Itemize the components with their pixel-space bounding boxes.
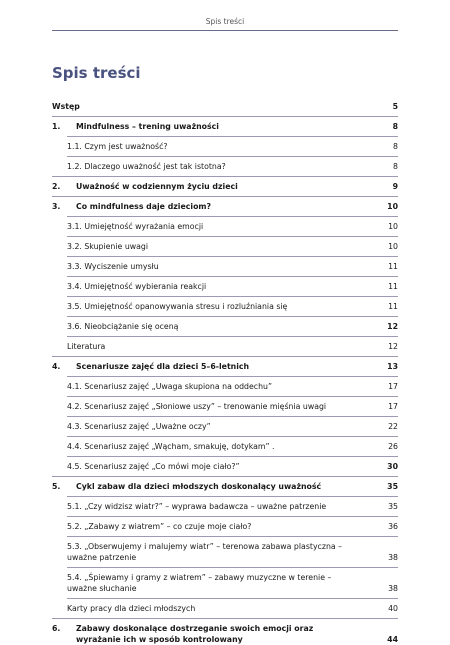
toc-item[interactable] — [52, 161, 398, 172]
toc-item[interactable] — [52, 321, 398, 332]
toc-item[interactable] — [52, 461, 398, 472]
toc-item[interactable] — [52, 301, 398, 312]
toc-item-page: 11 — [388, 262, 398, 271]
toc-entry-page: 5 — [392, 102, 398, 111]
toc-item-label: 1.2. Dlaczego uważność jest tak istotna? — [67, 162, 226, 171]
toc-item[interactable] — [52, 341, 398, 352]
toc-section-number: 6. — [52, 624, 61, 633]
toc-item-label: 5.1. „Czy widzisz wiatr?” – wyprawa badawcza – uważne patrzenie — [67, 502, 327, 511]
toc-item-page: 8 — [393, 142, 398, 151]
toc-item-label: 1.1. Czym jest uważność? — [67, 142, 168, 151]
divider — [67, 436, 398, 437]
toc-item-label: 3.3. Wyciszenie umysłu — [67, 262, 159, 271]
toc-entry-wstep[interactable] — [52, 101, 398, 112]
divider — [67, 598, 398, 599]
toc-item-label: 3.6. Nieobciążanie się oceną — [67, 322, 179, 331]
toc-item-page: 11 — [388, 282, 398, 291]
toc-section-3[interactable] — [52, 201, 398, 212]
divider — [67, 216, 398, 217]
toc-item-page: 11 — [388, 302, 398, 311]
toc-item[interactable] — [52, 441, 398, 452]
toc-item-page: 36 — [388, 522, 398, 531]
toc-section-page: 44 — [387, 635, 398, 644]
toc-item-label: 4.1. Scenariusz zajęć „Uwaga skupiona na oddechu” — [67, 382, 272, 391]
toc-item[interactable] — [52, 221, 398, 232]
page-title: Spis treści — [52, 64, 141, 82]
toc-item[interactable] — [52, 241, 398, 252]
table-of-contents — [52, 101, 398, 645]
toc-section-number: 5. — [52, 482, 61, 491]
toc-item-label: 5.3. „Obserwujemy i malujemy wiatr” – terenowa zabawa plastyczna – uważne patrzenie — [67, 542, 343, 562]
divider — [52, 116, 398, 117]
toc-section-page: 10 — [387, 202, 398, 211]
divider — [52, 176, 398, 177]
toc-item-page: 22 — [388, 422, 398, 431]
toc-section-number: 3. — [52, 202, 61, 211]
divider — [67, 376, 398, 377]
toc-item[interactable] — [52, 572, 398, 594]
divider — [67, 276, 398, 277]
toc-section-4[interactable] — [52, 361, 398, 372]
toc-item-page: 10 — [388, 242, 398, 251]
toc-section-label: Scenariusze zajęć dla dzieci 5–6-letnich — [76, 362, 250, 371]
toc-item-label: 3.5. Umiejętność opanowywania stresu i rozluźniania się — [67, 302, 288, 311]
toc-section-number: 4. — [52, 362, 61, 371]
toc-item-label: 4.5. Scenariusz zajęć „Co mówi moje ciało?” — [67, 462, 240, 471]
divider — [67, 316, 398, 317]
divider — [67, 496, 398, 497]
toc-item-page: 38 — [388, 584, 398, 593]
toc-item-page: 35 — [388, 502, 398, 511]
header-rule — [52, 30, 398, 31]
toc-section-label: Co mindfulness daje dzieciom? — [76, 202, 212, 211]
toc-item[interactable] — [52, 381, 398, 392]
toc-item[interactable] — [52, 421, 398, 432]
toc-item-label: Literatura — [67, 342, 106, 351]
toc-entry-label: Wstęp — [52, 102, 80, 111]
divider — [67, 567, 398, 568]
divider — [52, 476, 398, 477]
toc-item[interactable] — [52, 501, 398, 512]
toc-item-page: 38 — [388, 553, 398, 562]
toc-section-label: Cykl zabaw dla dzieci młodszych doskonalący uważność — [76, 482, 322, 491]
toc-item[interactable] — [52, 141, 398, 152]
toc-item-page: 30 — [387, 462, 398, 471]
toc-item-page: 10 — [388, 222, 398, 231]
toc-item-label: 5.2. „Zabawy z wiatrem” – co czuje moje ciało? — [67, 522, 252, 531]
divider — [67, 136, 398, 137]
toc-item[interactable] — [52, 401, 398, 412]
toc-item[interactable] — [52, 541, 398, 563]
toc-section-page: 13 — [387, 362, 398, 371]
divider — [67, 336, 398, 337]
toc-item-page: 26 — [388, 442, 398, 451]
toc-section-2[interactable] — [52, 181, 398, 192]
toc-section-5[interactable] — [52, 481, 398, 492]
toc-item[interactable] — [52, 281, 398, 292]
divider — [67, 516, 398, 517]
divider — [67, 416, 398, 417]
divider — [67, 256, 398, 257]
divider — [67, 456, 398, 457]
toc-item-label: 3.1. Umiejętność wyrażania emocji — [67, 222, 204, 231]
divider — [67, 156, 398, 157]
toc-section-page: 35 — [387, 482, 398, 491]
divider — [67, 296, 398, 297]
toc-item[interactable] — [52, 603, 398, 614]
toc-item-page: 17 — [388, 382, 398, 391]
toc-section-page: 9 — [392, 182, 398, 191]
toc-item-label: 4.2. Scenariusz zajęć „Słoniowe uszy” – trenowanie mięśnia uwagi — [67, 402, 327, 411]
toc-section-label: Zabawy doskonalące dostrzeganie swoich emocji oraz wyrażanie ich w sposób kontrolowany — [76, 624, 314, 644]
divider — [67, 536, 398, 537]
divider — [52, 196, 398, 197]
running-header: Spis treści — [205, 17, 245, 26]
divider — [52, 356, 398, 357]
divider — [52, 618, 398, 619]
toc-section-1[interactable] — [52, 121, 398, 132]
toc-section-label: Uważność w codziennym życiu dzieci — [76, 182, 238, 191]
toc-item-label: 3.4. Umiejętność wybierania reakcji — [67, 282, 207, 291]
toc-item[interactable] — [52, 261, 398, 272]
toc-section-label: Mindfulness – trening uważności — [76, 122, 219, 131]
toc-item-label: 5.4. „Śpiewamy i gramy z wiatrem” – zabawy muzyczne w terenie – uważne słuchanie — [67, 573, 332, 593]
toc-section-page: 8 — [392, 122, 398, 131]
divider — [67, 396, 398, 397]
toc-item-page: 40 — [388, 604, 398, 613]
toc-item-label: 4.3. Scenariusz zajęć „Uważne oczy” — [67, 422, 211, 431]
toc-item-page: 12 — [388, 342, 398, 351]
toc-item[interactable] — [52, 521, 398, 532]
toc-item-label: 3.2. Skupienie uwagi — [67, 242, 149, 251]
toc-item-page: 12 — [387, 322, 398, 331]
toc-item-label: Karty pracy dla dzieci młodszych — [67, 604, 196, 613]
toc-section-number: 2. — [52, 182, 61, 191]
divider — [67, 236, 398, 237]
toc-item-label: 4.4. Scenariusz zajęć „Wącham, smakuję, dotykam” . — [67, 442, 275, 451]
toc-item-page: 17 — [388, 402, 398, 411]
toc-item-page: 8 — [393, 162, 398, 171]
toc-section-6[interactable] — [52, 623, 398, 645]
toc-section-number: 1. — [52, 122, 61, 131]
